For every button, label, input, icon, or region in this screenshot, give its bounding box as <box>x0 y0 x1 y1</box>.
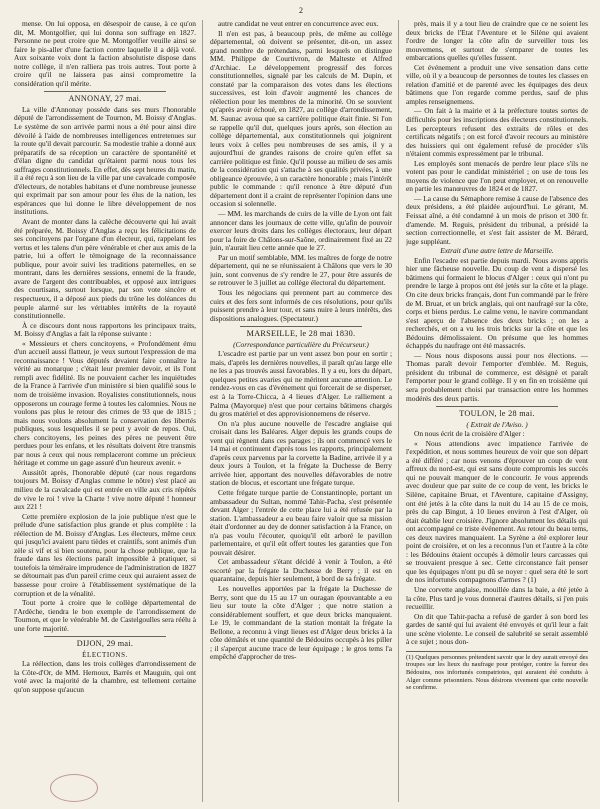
column-1 <box>14 20 203 802</box>
paragraph: Avant de monter dans la calèche découverte qui lui avait été préparée, M. Boissy d'Anglas a reçu les félicitations de ses concitoyens par l'organe d'un électeur, qui, rappelant les vertus et les talens d'un père vénérable et cher aux amis de la patrie, lui a offert le témoignage de la reconnaissance publique, pour avoir suivi les traditions paternelles, en se montrant, dans les dernières sessions, ennemi de la fraude, avare de l'argent des contribuables, et opposé aux intrigues des courtisans, surtout lorsque, par son vote sincère et respectueux, il a déposé aux pieds du trône les doléances du peuple alarmé sur les véritables intérêts de la royauté constitutionnelle. <box>14 217 196 321</box>
dateline-toulon: TOULON, le 28 mai. <box>459 409 535 419</box>
letter-extract-heading: Extrait d'une autre lettre de Marseille. <box>440 246 554 256</box>
paragraph: — La cause du Sémaphore remise à cause de l'absence des deux présidens, a été plaidée aujourd'hui. Le gérant, M. Feissat aîné, a été condamné à un mois de prison et 300 fr. d'amende. M. Reguis, président du tribunal, a présidé la section correctionnelle, et s'est fait assister de M. Bérard, juge suppléant. <box>406 193 588 246</box>
divider <box>240 326 362 327</box>
paragraph: Cet événement a produit une vive sensation dans cette ville, où il y a beaucoup de personnes de toutes les classes en relation d'amitié et de parenté avec les équipages des deux bâtimens que l'on regarde comme perdus, sauf de plus amples renseignemens. <box>406 62 588 106</box>
paragraph: Aussitôt après, l'honorable député (car nous regardons toujours M. Boissy d'Anglas comme le nôtre) s'est placé au milieu de la cavalcade qui est entrée en ville aux cris répétés de vive le roi ! vive la Charte ! vive notre député ! honneur aux 221 ! <box>14 467 196 512</box>
paragraph: Une corvette anglaise, mouillée dans la baie, a été jetée à la côte. Plus tard je vous donnerai d'autres détails, si j'en puis recueillir. <box>406 585 588 612</box>
paragraph: Cette première explosion de la joie publique n'est que le prélude d'une satisfaction plus grande et plus complète : la réélection de M. Boissy d'Anglas. Les électeurs, même ceux qui jusqu'ici avaient paru tièdes et craintifs, sont animés d'un zèle si vif et si bien soutenu, pour la chose publique, que la fraude dans les élections paraît impossible à pratiquer, si toutefois la téméraire imprudence de l'administration de 1827 se détournait pas d'un pareil crime ceux qui auraient assez de bassesse pour croire à l'établissement systématique de la corruption et de la vénalité. <box>14 511 196 598</box>
paragraph: Par un motif semblable, MM. les maîtres de forge de notre département, qui ne se réunissaient à Châlons que vers le 30 juin, sont convenus de s'y rendre le 27, pour être assurés de se retrouver le 3 juillet au collège électoral du département. <box>210 252 392 288</box>
paragraph: mense. On lui opposa, en désespoir de cause, à ce qu'on dit, M. Montgolfier, qui lui donna son suffrage en 1827. Personne ne peut croire que M. Montgolfier veuille ainsi se faire le pis-aller d'une faction contre laquelle il a déjà voté. Aux soixante voix dont la faction absolutiste dispose dans notre collège, il n'en ralliera pas trois autres. Tout porte à croire qu'il ne laissera pas ainsi compromettre la considération qu'il mérite. <box>14 20 196 88</box>
paragraph: La ville d'Annonay possède dans ses murs l'honorable député de l'arrondissement de Tournon, M. Boissy d'Anglas. Le système de son arrivée parmi nous a été pour ainsi dire dévoilé à l'aide de nombreuses intelligences entretenues sur la route qu'il devait parcourir. Sa modestie trahie a donné aux préparatifs de sa réception un caractère de spontanéité et d'élan digne du candidat qu'étaient parmi nous tous les suffrages constitutionnels. En effet, dès sept heures du matin, il a été reçu à son lieu de la ville par une cavalcade composée d'électeurs, de notables habitans et d'une nombreuse jeunesse qui exprimait par son amour pour les élus de la nation, les espérances que lui donne le libre développement de nos institutions. <box>14 104 196 217</box>
page-number: 2 <box>299 6 303 15</box>
paragraph: — On fait à la mairie et à la préfecture toutes sortes de difficultés pour les inscriptions des électeurs constitutionnels. Les percepteurs refusent des extraits de rôles et des certificats négatifs ; on est forcé d'avoir recours au ministère des huissiers qui ont également refusé de procéder s'ils n'étaient commis expressément par le tribunal. <box>406 106 588 159</box>
paragraph: autre candidat ne veut entrer en concurrence avec eux. <box>218 20 379 28</box>
paragraph: — Nous nous disposons aussi pour nos élections. — Thomas paraît devoir l'emporter d'emblée. M. Reguis, président du tribunal de commerce, est désigné et paraît l'emporter pour le grand collège. Il y en fin en troisième qui sera probablement choisi par transaction entre les hommes modérés des deux partis. <box>406 350 588 403</box>
paragraph: On dit que Tahir-pacha a refusé de garder à son bord les gardes de santé qui lui avaient été envoyés et qu'il leur a fait une scène violente. Le conseil de salubrité se serait assemblé à ce sujet ; nous don- <box>406 611 588 647</box>
footnote: (1) Quelques personnes prétendent savoir que le dey aurait envoyé des troupes sur les lieux du naufrage pour protéger, contre la fureur des Bédouins, nos infortunés compatriotes, qui auraient été conduits à Alger comme prisonniers. Nous désirons vivement que cette nouvelle se confirme. <box>406 651 588 692</box>
library-stamp <box>50 774 98 802</box>
paragraph: Cet ambassadeur s'étant décidé à venir à Toulon, a été escorté par la frégate la Duchesse de Berry ; il est en quarantaine, depuis hier seulement, à bord de sa frégate. <box>210 557 392 584</box>
column-3 <box>406 20 588 802</box>
dateline-marseille: MARSEILLE, le 28 mai 1830. <box>246 329 356 339</box>
paragraph: Cette frégate turque partie de Constantinople, portant un ambassadeur du Sultan, nommé Tahir-Pacha, s'est présentée devant Alger ; l'entrée de cette place lui a été refusée par la station. L'ambassadeur a eu beau faire valoir que sa mission était d'ordonner au dey de donner satisfaction à la France, on n'a pas voulu l'écouter, quoiqu'il eût arboré le pavillon parlementaire, et qu'il eût offert toutes les garanties que l'on pouvait désirer. <box>210 487 392 557</box>
paragraph: Les nouvelles apportées par la frégate la Duchesse de Berry, sont que du 15 au 17 un ouragan épouvantable a eu lieu sur toute la côte d'Alger ; que notre station a considérablement souffert, et que deux bricks manquaient. Le 19, le commandant de la station montait la frégate la Bellone, a reconnu à vingt lieues est d'Alger deux bricks à la côte démâtés et une quantité de Bédouins occupés à les piller ; il s'aperçut aucune trace de leur équipage ; le gros tems l'a empêché d'approcher de tres- <box>210 584 392 662</box>
paragraph: Les employés sont menacés de perdre leur place s'ils ne votent pas pour le candidat ministériel ; on use de tous les moyens de violence que l'on peut employer, et on renouvelle en partie les manœuvres de 1824 et de 1827. <box>406 158 588 194</box>
paragraph: près, mais il y a tout lieu de craindre que ce ne soient les deux bricks de l'Etat l'Aventure et le Silène qui avaient l'ordre de longer la côte afin de surveiller tous les mouvemens, et surtout de s'emparer de toutes les embarcations quelles qu'elles fussent. <box>406 20 588 63</box>
quoted-speech: « Messieurs et chers concitoyens, « Profondément ému d'un accueil aussi flatteur, je veux surtout l'expression de ma reconnaissance ! Vous députés devaient faire connaître la vérité au monarque ; c'était leur premier devoir, et ils l'ont rempli avec fidélité. Ils ne pouvaient cacher les inquiétudes de la France à l'arrivée d'un ministère si bien qualifié sous le nom de troisième invasion. Royalistes constitutionnels, nous opposerons un courage ferme à toutes les calomnies. Nous ne voulons pas plus le retour des crimes de 93 que de 1815 ; mais nous voulons absolument la conservation des libertés publiques, sous lesquelles il se peut y avoir de repos. Oui, chers concitoyens, les peines des pères ne peuvent être perdues pour les enfans, et les résultats doivent être transmis par nous à ceux qui nous remplaceront comme un précieux héritage et comme un gage assuré d'un heureux avenir. » <box>14 338 196 468</box>
paragraph: Tout porte à croire que le collège départemental de l'Ardèche, tiendra le bon exemple de l'arrondissement de Tournon, et que le vénérable M. de Castelgoulles sera réélu à une forte majorité. <box>14 598 196 633</box>
dateline-annonay: ANNONAY, 27 mai. <box>68 94 142 104</box>
paragraph: On nous écrit de la croisière d'Alger : <box>414 429 525 439</box>
paragraph: La réélection, dans les trois collèges d'arrondissement de la Côte-d'Or, de MM. Hernoux, Barrès et Mauguin, qui ont voté avec la majorité de la chambre, est tellement certaine qu'on suppose qu'aucun <box>14 659 196 695</box>
correspondence-note: (Correspondance particulière du Précurseur.) <box>233 339 369 349</box>
paragraph: On n'a plus aucune nouvelle de l'escadre anglaise qui croisait dans les Baléares. Alger depuis les grands coups de vent qui règnent dans ces parages ; ils ont commencé vers le 14 mai et continuent d'après tous les rapports, principalement d'après ceux parvenus par la corvette la Badine, arrivée il y a deux jours à Toulon, et la frégate la Duchesse de Berry arrivée hier, apportant des nouvelles défavorables de notre station de blocus, et escortant une frégate turque. <box>210 418 392 488</box>
paragraph: — MM. les marchands de cuirs de la ville de Lyon ont fait annoncer dans les journaux de cette ville, qu'afin de pouvoir exercer leurs droits dans les collèges électoraux, leur départ pour la foire de Châlons-sur-Saône, ordinairement fixé au 22 juin, n'aurait lieu cette année que le 27. <box>210 209 392 253</box>
dateline-dijon: DIJON, 29 mai. <box>76 639 134 649</box>
divider <box>436 406 558 407</box>
paragraph: L'escadre est partie par un vent assez bon pour en sortir ; mais, d'après les dernières nouvelles, il paraît qu'au large elle ne les a pas trouvés aussi favorables. Il y a eu, lors du départ, quelques petites avaries qui ne méritent aucune attention. Le rendez-vous en cas d'événement qui forcerait de se disperser, est à la Torre-Chicca, à 4 lieues d'Alger. Le ralliement a Palma (Mayorque) n'est que pour certains bâtimens chargés du gros matériel et des approvisionnemens de réserve. <box>210 349 392 419</box>
divider <box>44 636 166 637</box>
paragraph: Tous les négocians qui prennent part au commerce des cuirs et des fers sont informés de ces résolutions, pour qu'ils puissent prendre à leur tour, et sans nuire à leurs intérêts, des dispositions analogues. (Spectateur.) <box>210 287 392 323</box>
divider <box>44 91 166 92</box>
paragraph: À ce discours dont nous rapportons les principaux traits, M. Boissy d'Anglas a fait la réponse suivante : <box>14 320 196 339</box>
paragraph: Enfin l'escadre est partie depuis mardi. Nous avons appris hier une fâcheuse nouvelle. Du coup de vent a dispersé les bâtimens qui formaient le blocus d'Alger : ceux qui n'ont pu prendre le large à propos ont été jetés sur la côte et la plage. On cite deux bricks français, dont l'un commandé par le frère de M. Bruat, et un brick anglais, qui ont naufragé sur la côte, corps et biens perdus. Le calme venu, le navire commandant s'est aperçu de l'absence des deux bricks ; on les a recherchés, et on a vu les trois bricks sur la côte et que les Bédouins démolissaient. On présume que les hommes échappés du naufrage ont été massacrés. <box>406 255 588 351</box>
newspaper-page <box>14 6 588 802</box>
column-2 <box>210 20 399 802</box>
columns <box>14 20 588 802</box>
section-subhead: ÉLECTIONS. <box>82 650 128 659</box>
paragraph: Il n'en est pas, à beaucoup près, de même au collège départemental, où doivent se présenter, dit-on, un assez grand nombre de prétendans, parmi lesquels on distingue MM. Philippe de Courtivron, de Malteste et Alfred d'Archiac. Le développement progressif des forces constitutionnelles, signalé par les calculs de M. Dupin, et constaté par la comparaison des votes dans les élections successives, est loin d'avoir augmenté les chances de réélection pour les membres de la minorité. On se souvient qu'après avoir échoué, en 1827, au collège d'arrondissement, M. Saunac avoua que sa carrière politique était finie. Si l'on se rappelle qu'il dut, quelques jours après, son élection au collège départemental, aux constitutionnels qui joignirent leurs voix à celles peu nombreuses de ses amis, il y a aujourd'hui de grandes raisons de croire qu'en effet sa carrière politique est finie. Qu'il pousse au milieu de ses amis de la considération qui s'attache à ses qualités privées, à une obligeance éprouvée, à un caractère honorable ; mais l'intérêt public le commande : qu'il renonce à être député d'un département dont il a craint de représenter l'opinion dans une occasion si solennelle. <box>210 28 392 209</box>
paragraph: « Nous attendions avec impatience l'arrivée de l'expédition, et nous sommes heureux de voir que son départ a été différé ; car nous venons d'éprouver un coup de vent affreux du nord-est, qui est sans doute compromis les succès qui ne pouvait manquer de le concourir. Je vous apprends avec douleur que par suite de ce coup de vent, les bricks le Silène, capitaine Bruat, et l'Aventure, capitaine d'Assigny, ont été jetés à la côte dans la nuit du 14 au 15 de ce mois, près du cap Bingut, à 10 lieues environ à l'est d'Alger, où était établie leur croisière. J'ignore absolument les détails qui ont accompagné ce triste événement. Au retour du beau tems, ces deux navires manquaient. La Syrène a été explorer leur point de croisière, et on les a reconnus l'un et l'autre à la côte : les Bédouins étaient occupés à démolir leurs carcasses qui se trouvaient presque à sec. Cette circonstance fait penser que les équipages n'ont pu dû se noyer : quel sera été le sort de nos infortunés compagnons d'armes ? (1) <box>406 438 588 585</box>
source-note: ( Extrait de l'Aviso. ) <box>466 419 528 429</box>
